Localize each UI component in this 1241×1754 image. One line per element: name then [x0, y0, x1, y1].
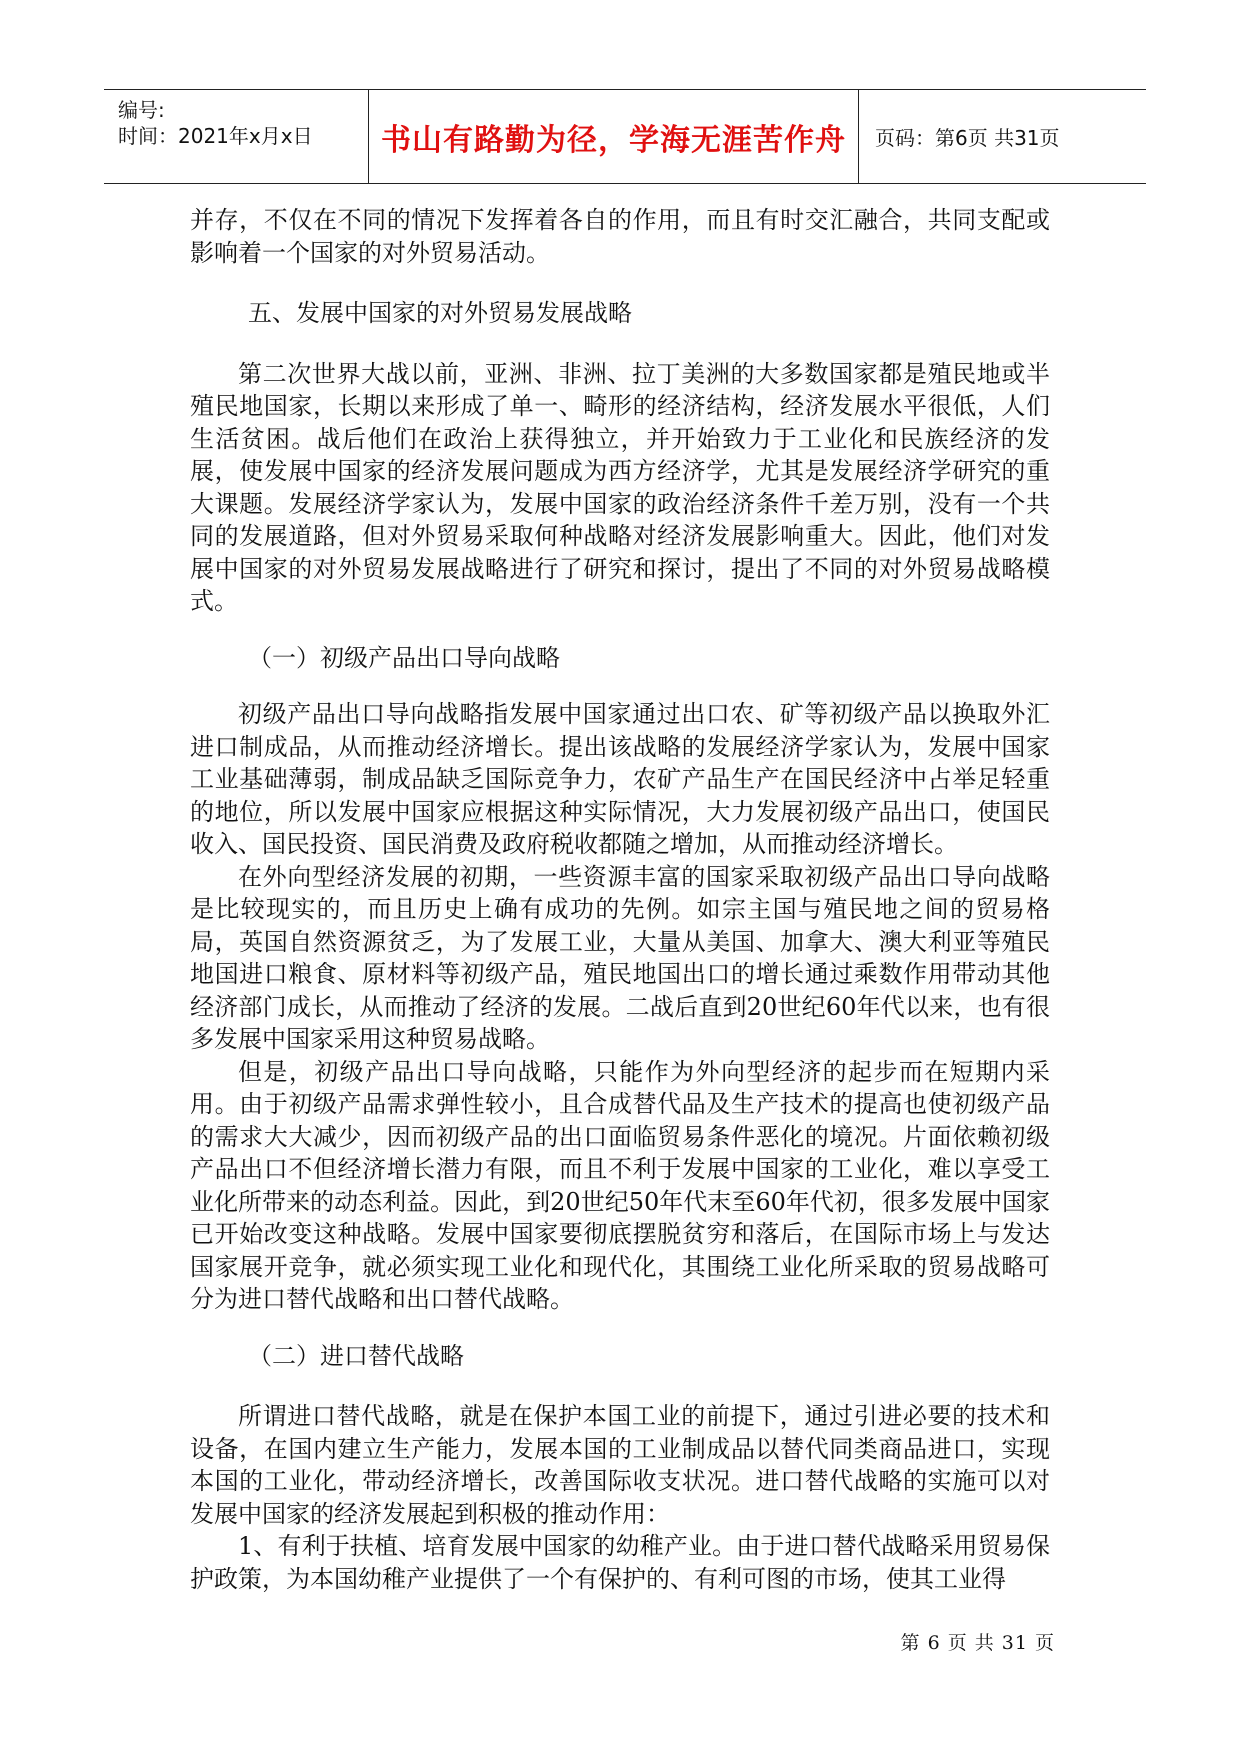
paragraph: 所谓进口替代战略，就是在保护本国工业的前提下，通过引进必要的技术和设备，在国内建立生产能力，发展本国的工业制成品以替代同类商品进口，实现本国的工业化，带动经济增长，改善国际收支状况。进口替代战略的实施可以对发展中国家的经济发展起到积极的推动作用： — [190, 1402, 1050, 1528]
header-middle-cell — [369, 90, 859, 183]
header-motto: 书山有路勤为径，学海无涯苦作舟 — [381, 122, 846, 158]
paragraph: 并存，不仅在不同的情况下发挥着各自的作用，而且有时交汇融合，共同支配或影响着一个国家的对外贸易活动。 — [190, 206, 1050, 267]
paragraph: 初级产品出口导向战略指发展中国家通过出口农、矿等初级产品以换取外汇进口制成品，从而推动经济增长。提出该战略的发展经济学家认为，发展中国家工业基础薄弱，制成品缺乏国际竞争力，农矿产品生产在国民经济中占举足轻重的地位，所以发展中国家应根据这种实际情况，大力发展初级产品出口，使国民收入、国民投资、国民消费及政府税收都随之增加，从而推动经济增长。 — [190, 700, 1050, 858]
page-footer: 第 6 页 共 31 页 — [900, 1632, 1055, 1654]
paragraph: 1、有利于扶植、培育发展中国家的幼稚产业。由于进口替代战略采用贸易保护政策，为本国幼稚产业提供了一个有保护的、有利可图的市场，使其工业得 — [190, 1532, 1050, 1593]
section-heading: 五、发展中国家的对外贸易发展战略 — [248, 299, 632, 327]
paragraph: 第二次世界大战以前，亚洲、非洲、拉丁美洲的大多数国家都是殖民地或半殖民地国家，长期以来形成了单一、畸形的经济结构，经济发展水平很低，人们生活贫困。战后他们在政治上获得独立，并开始致力于工业化和民族经济的发展，使发展中国家的经济发展问题成为西方经济学，尤其是发展经济学研究的重大课题。发展经济学家认为，发展中国家的政治经济条件千差万别，没有一个共同的发展道路，但对外贸易采取何种战略对经济发展影响重大。因此，他们对发展中国家的对外贸易发展战略进行了研究和探讨，提出了不同的对外贸易战略模式。 — [190, 359, 1050, 615]
page-header — [104, 89, 1146, 184]
header-left-cell — [104, 90, 369, 183]
document-number-label: 编号: — [118, 98, 165, 122]
document-time-label: 时间：2021年x月x日 — [118, 124, 313, 148]
header-right-cell — [859, 90, 1146, 183]
subsection-heading: （二）进口替代战略 — [248, 1341, 464, 1370]
subsection-heading: （一）初级产品出口导向战略 — [248, 643, 560, 672]
paragraph: 在外向型经济发展的初期，一些资源丰富的国家采取初级产品出口导向战略是比较现实的，而且历史上确有成功的先例。如宗主国与殖民地之间的贸易格局，英国自然资源贫乏，为了发展工业，大量从美国、加拿大、澳大利亚等殖民地国进口粮食、原材料等初级产品，殖民地国出口的增长通过乘数作用带动其他经济部门成长，从而推动了经济的发展。二战后直到20世纪60年代以来，也有很多发展中国家采用这种贸易战略。 — [190, 862, 1050, 1053]
document-body — [190, 204, 1050, 1595]
header-page-info: 页码：第6页 共31页 — [875, 126, 1060, 150]
paragraph: 但是，初级产品出口导向战略，只能作为外向型经济的起步而在短期内采用。由于初级产品需求弹性较小，且合成替代品及生产技术的提高也使初级产品的需求大大减少，因而初级产品的出口面临贸易条件恶化的境况。片面依赖初级产品出口不但经济增长潜力有限，而且不利于发展中国家的工业化，难以享受工业化所带来的动态利益。因此，到20世纪50年代末至60年代初，很多发展中国家已开始改变这种战略。发展中国家要彻底摆脱贫穷和落后，在国际市场上与发达国家展开竞争，就必须实现工业化和现代化，其围绕工业化所采取的贸易战略可分为进口替代战略和出口替代战略。 — [190, 1057, 1050, 1313]
